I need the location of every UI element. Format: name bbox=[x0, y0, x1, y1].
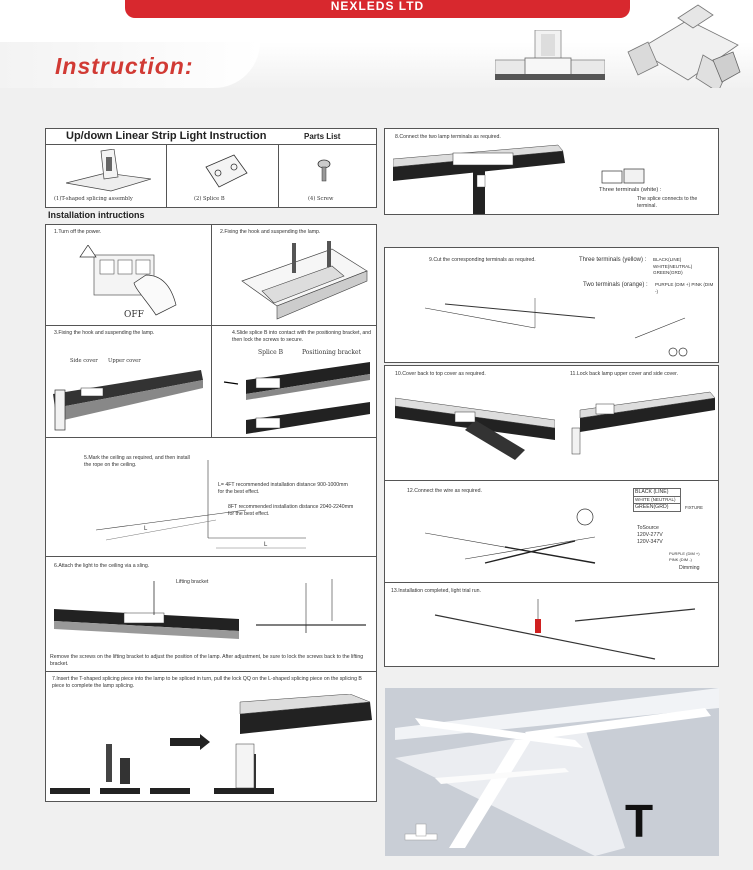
hook-suspend-diagram bbox=[232, 241, 372, 325]
cut-terminal-diagram bbox=[405, 288, 705, 362]
step-10-11-panel bbox=[384, 365, 719, 481]
two-terminals-orange-label: Two terminals (orange) : bbox=[583, 282, 648, 288]
part-2-label: (2) Splice B bbox=[194, 196, 225, 202]
source-label: ToSource bbox=[637, 525, 659, 531]
wire-black: BLACK (LINE) bbox=[634, 489, 680, 497]
step-13-text: 13.Installation completed, light trial run. bbox=[391, 588, 481, 594]
splice-terminal-note: The splice connects to the terminal. bbox=[637, 196, 698, 209]
step-5-text: 5.Mark the ceiling as required, and then install the rope on the ceiling. bbox=[84, 455, 190, 468]
step-1-text: 1.Turn off the power. bbox=[54, 229, 102, 235]
manual-header bbox=[45, 128, 377, 145]
source-range-2: 120V-347V bbox=[637, 539, 663, 545]
product-letter: T bbox=[625, 795, 654, 847]
step-5-panel bbox=[45, 437, 377, 557]
trial-run-diagram bbox=[425, 599, 705, 665]
two-terminals-wires: PURPLE (DIM +) PINK (DIM -) bbox=[655, 282, 714, 294]
step-6-text: 6.Attach the light to the ceiling via a sling. bbox=[54, 563, 150, 569]
off-label: OFF bbox=[124, 310, 144, 320]
parts-list-label: Parts List bbox=[304, 132, 341, 141]
step-3-text: 3.Fixing the hook and suspending the lamp. bbox=[54, 330, 155, 336]
wire-table bbox=[633, 488, 681, 512]
step-11-text: 11.Lock back lamp upper cover and side cover. bbox=[570, 371, 679, 377]
step-7-panel bbox=[45, 671, 377, 802]
brand-name: NEXLEDS LTD bbox=[330, 0, 425, 13]
top-cover-diagram bbox=[395, 390, 555, 480]
t-connector-image bbox=[495, 30, 605, 92]
step-1-panel bbox=[45, 224, 212, 326]
brand-banner bbox=[125, 0, 630, 18]
step-3-panel bbox=[45, 325, 212, 438]
lifting-bracket-label: Lifting bracket bbox=[176, 579, 209, 585]
splice-b-label: Splice B bbox=[258, 349, 284, 356]
cover-diagram bbox=[51, 364, 206, 436]
step-9-panel bbox=[384, 247, 719, 363]
screw-icon bbox=[316, 159, 332, 183]
three-terminals-yellow-label: Three terminals (yellow) : bbox=[579, 257, 647, 263]
ceiling-sling-diagram bbox=[246, 575, 371, 635]
wire-white: WHITE (NEUTRAL) bbox=[634, 497, 680, 505]
side-cover-label: Side cover bbox=[70, 358, 98, 364]
source-range-1: 120V-277V bbox=[637, 532, 663, 538]
dim-plus-label: PURPLE (DIM +) bbox=[669, 551, 700, 556]
manual-title: Up/down Linear Strip Light Instruction bbox=[66, 130, 267, 142]
step-8-panel bbox=[384, 128, 719, 215]
step-4-panel bbox=[211, 325, 377, 438]
dim-minus-label: PINK (DIM -) bbox=[669, 557, 692, 562]
terminal-white-icon bbox=[600, 165, 650, 189]
t-light-render bbox=[385, 688, 719, 856]
step-9-text: 9.Cut the corresponding terminals as required. bbox=[429, 257, 536, 263]
splice-b-icon bbox=[204, 153, 249, 189]
step-7-text: 7.Insert the T-shaped splicing piece into the lamp to be spliced in turn, pull the lock QQ on the L-shaped splicing piece on the splicing B piece to complete the lamp splicing. bbox=[52, 676, 362, 689]
step-5-4ft-note: L= 4FT recommended installation distance 900-1000mm for the best effect. bbox=[218, 482, 348, 495]
page-title: Instruction: bbox=[55, 53, 194, 79]
three-terminals-white-label: Three terminals (white) : bbox=[599, 187, 662, 193]
part-3-label: (4) Screw bbox=[308, 196, 334, 202]
splice-b-diagram bbox=[222, 360, 372, 436]
wire-connect-diagram bbox=[425, 503, 625, 581]
dimming-label: Dimming bbox=[679, 565, 700, 571]
l-connector-image bbox=[618, 0, 748, 100]
step-5-8ft-note: 8FT recommended installation distance 2040-2240mm for the best effect. bbox=[228, 504, 354, 517]
part-1-label: (1)T-shaped splicing assembly bbox=[54, 196, 133, 202]
sling-attach-diagram bbox=[54, 581, 244, 651]
lock-cover-diagram bbox=[570, 388, 715, 458]
length-label-2: L bbox=[264, 542, 268, 548]
product-photo bbox=[385, 688, 719, 856]
step-6-panel bbox=[45, 556, 377, 672]
step-2-text: 2.Fixing the hook and suspending the lamp. bbox=[220, 229, 321, 235]
t-splicing-assembly-icon bbox=[66, 149, 151, 193]
step-8-text: 8.Connect the two lamp terminals as required. bbox=[395, 134, 501, 140]
step-12-panel bbox=[384, 480, 719, 583]
terminal-connect-diagram bbox=[393, 141, 573, 215]
upper-cover-label: Upper cover bbox=[108, 358, 141, 364]
t-splicing-diagram bbox=[50, 694, 375, 800]
step-10-text: 10.Cover back to top cover as required. bbox=[395, 371, 486, 377]
section-title: Installation intructions bbox=[48, 210, 145, 220]
three-terminals-wires: BLACK(LINE) WHITE(NEUTRAL) GREEN(GRD) bbox=[653, 257, 693, 275]
step-13-panel bbox=[384, 582, 719, 667]
step-4-text: 4.Slide splice B into contact with the positioning bracket, and then lock the screws to secure. bbox=[232, 330, 371, 343]
parts-list bbox=[45, 144, 377, 208]
step-6-note: Remove the screws on the lifting bracket to adjust the position of the lamp. After adjustment, be sure to lock the screws back to the lifting bracket. bbox=[50, 654, 364, 667]
fixture-label: FIXTURE bbox=[685, 505, 703, 510]
positioning-bracket-label: Positioning bracket bbox=[302, 349, 361, 356]
step-2-panel bbox=[211, 224, 377, 326]
step-12-text: 12.Connect the wire as required. bbox=[407, 488, 482, 494]
wire-green: GREEN(GRD) bbox=[635, 504, 669, 510]
length-label-1: L bbox=[144, 526, 148, 532]
